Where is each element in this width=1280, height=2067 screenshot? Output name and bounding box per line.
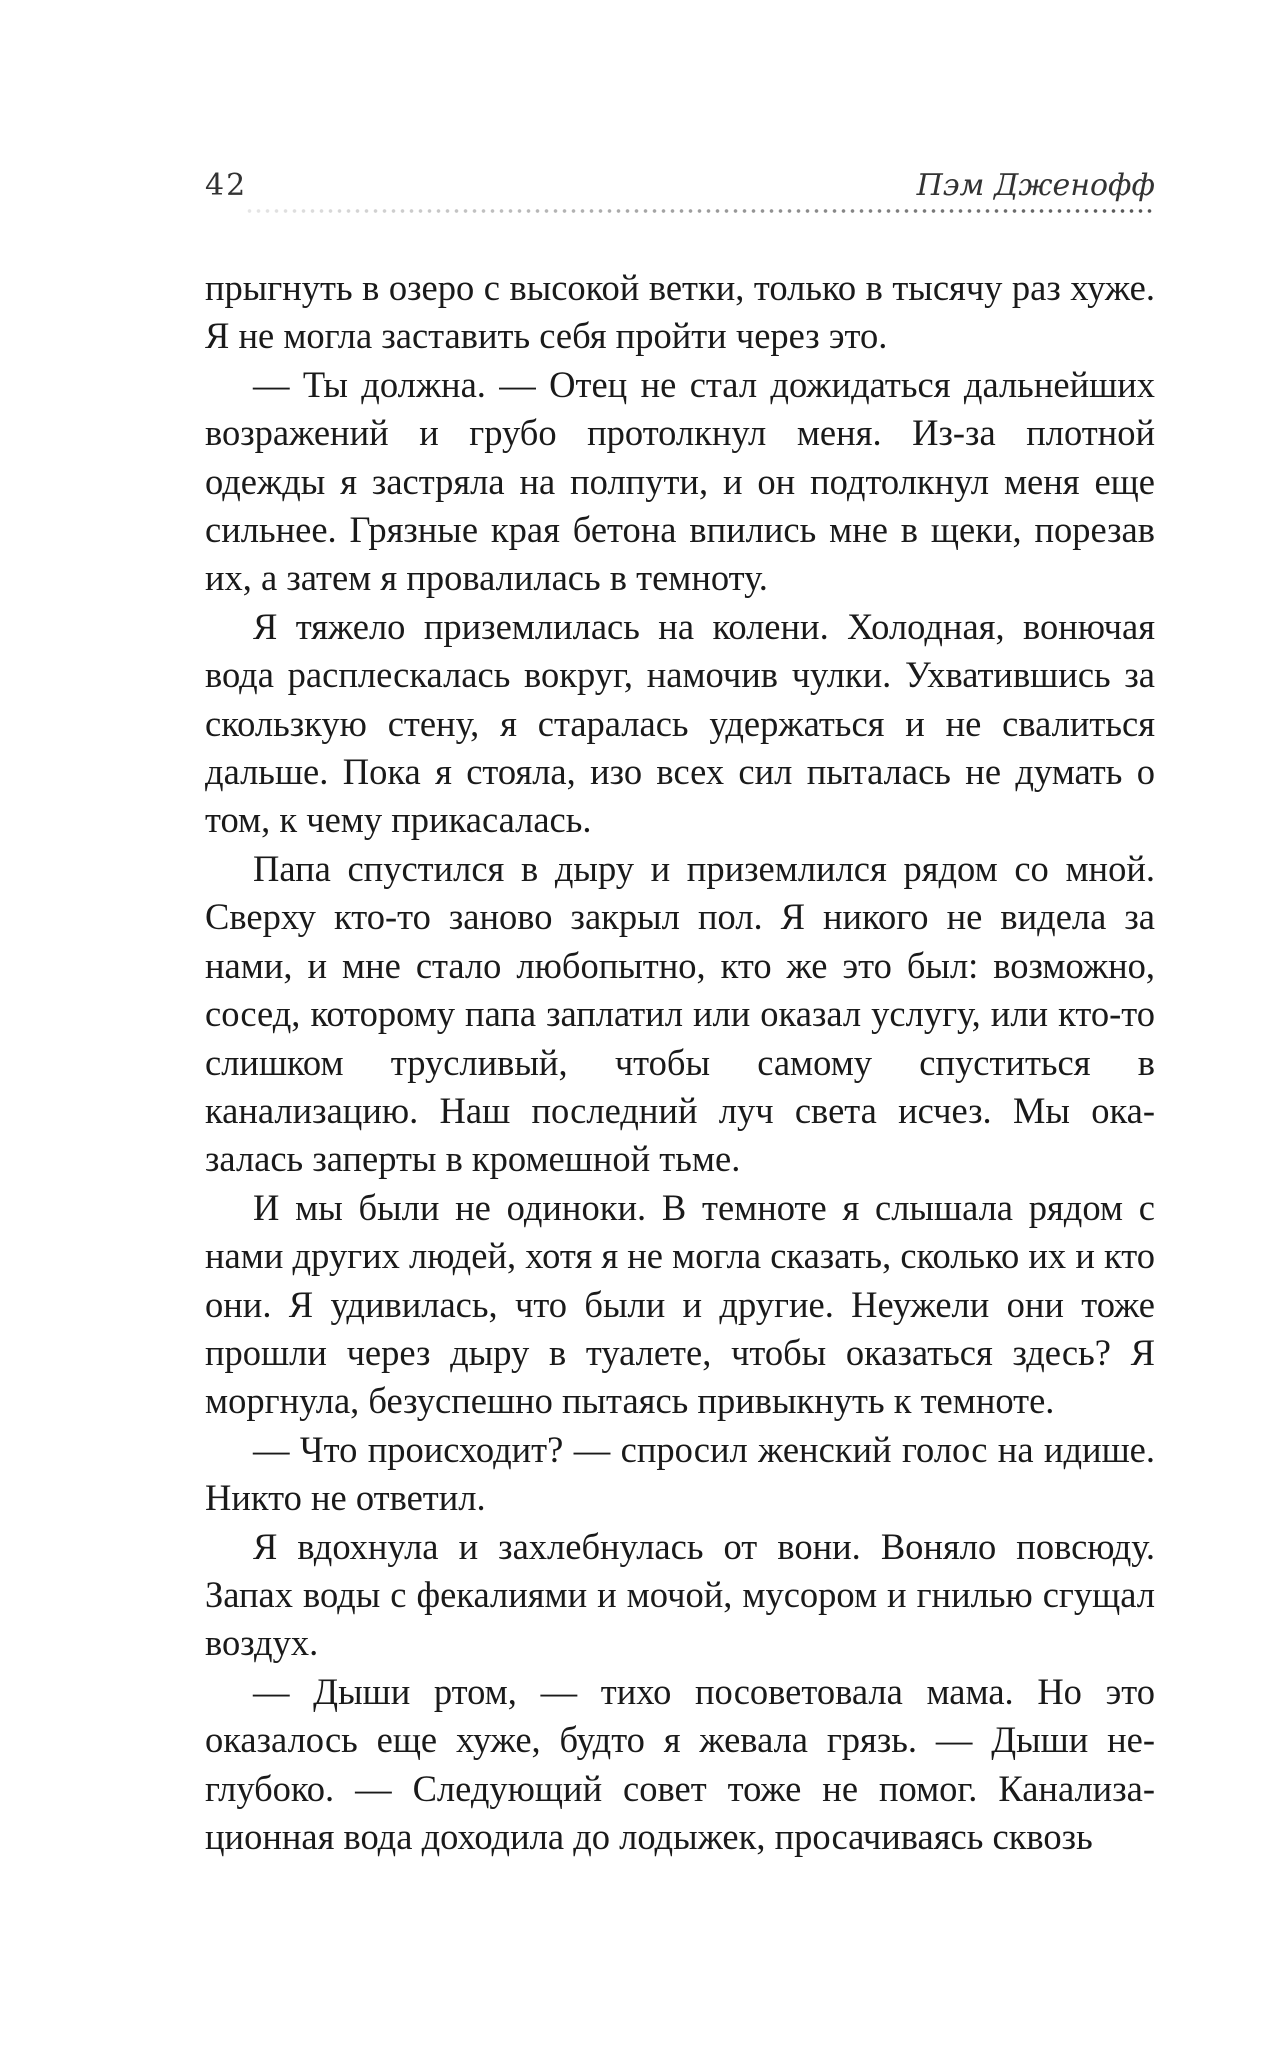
paragraph: Я вдохнула и захлебнулась от вони. Воняло повсюду. Запах воды с фекалиями и мочой, мусором и гнилью сгущал воздух. — [205, 1525, 1155, 1664]
page-number: 42 — [205, 168, 248, 203]
running-head — [205, 168, 1155, 208]
paragraph: прыгнуть в озеро с высокой ветки, только в тысячу раз хуже. Я не могла заставить себя пройти через это. — [205, 267, 1155, 357]
paragraph: Папа спустился в дыру и приземлился рядом со мной. Сверху кто-то заново закрыл пол. Я никого не видела за нами, и мне стало любопытно, кто же это был: возможно, сосед, которому папа заплатил или оказал услугу, или кто-то слишком трусливый, чтобы самому спуститься в канализацию. Наш последний луч света исчез. Мы оказалась заперты в кромешной тьме. — [205, 847, 1155, 1180]
paragraph: И мы были не одиноки. В темноте я слышала рядом с нами других людей, хотя я не могла сказать, сколько их и кто они. Я удивилась, что были и другие. Неужели они тоже прошли через дыру в туалете, чтобы оказаться здесь? Я моргнула, безуспешно пытаясь привыкнуть к темноте. — [205, 1186, 1155, 1422]
dotted-rule — [245, 208, 1155, 214]
author-name: Пэм Дженофф — [916, 168, 1155, 203]
body-text — [205, 264, 1155, 1861]
paragraph: — Ты должна. — Отец не стал дожидаться дальнейших возражений и грубо протолкнул меня. Из-за плотной одежды я застряла на полпути, и он подтолкнул меня еще сильнее. Грязные края бетона впились мне в щеки, порезав их, а затем я провалилась в темноту. — [205, 363, 1155, 599]
paragraph: — Что происходит? — спросил женский голос на идише. Никто не ответил. — [205, 1428, 1155, 1519]
book-page — [205, 0, 1155, 2067]
paragraph: — Дыши ртом, — тихо посоветовала мама. Но это оказалось еще хуже, будто я жевала грязь. — Дыши неглубоко. — Следующий совет тоже не помог. Канализационная вода доходила до лодыжек, просачиваясь сквозь — [205, 1670, 1155, 1857]
paragraph: Я тяжело приземлилась на колени. Холодная, вонючая вода расплескалась вокруг, намочив чулки. Ухватившись за скользкую стену, я старалась удержаться и не свалиться дальше. Пока я стояла, изо всех сил пыталась не думать о том, к чему прикасалась. — [205, 605, 1155, 841]
